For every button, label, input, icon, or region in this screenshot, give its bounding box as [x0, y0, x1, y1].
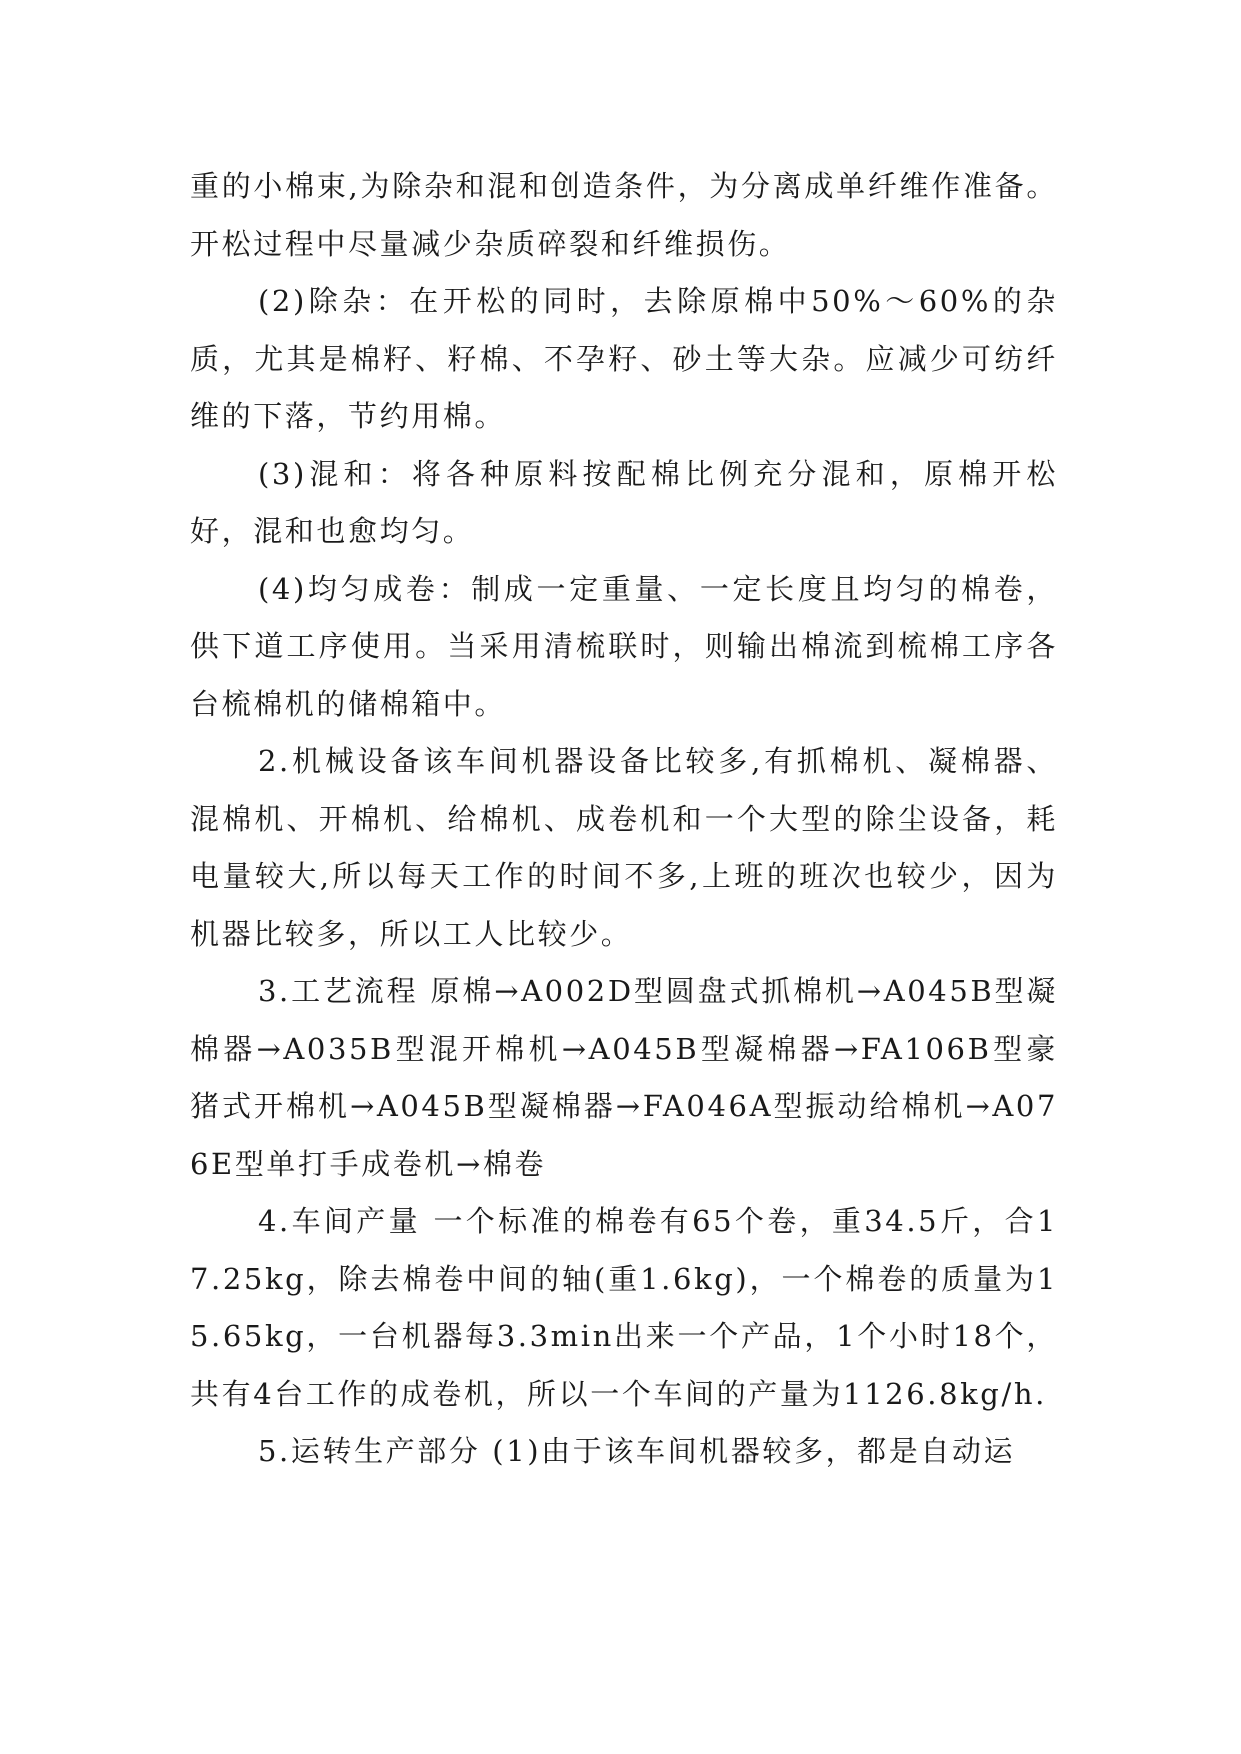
paragraph-continuation: 重的小棉束,为除杂和混和创造条件，为分离成单纤维作准备。开松过程中尽量减少杂质碎裂和纤维损伤。	[190, 169, 1058, 261]
paragraph-blending: (3)混和：将各种原料按配棉比例充分混和，原棉开松好，混和也愈均匀。	[190, 456, 1058, 548]
paragraph-process-flow: 3.工艺流程 原棉→A002D型圆盘式抓棉机→A045B型凝棉器→A035B型混开棉机→A045B型凝棉器→FA106B型豪猪式开棉机→A045B型凝棉器→FA046A型振动给棉机→A076E型单打手成卷机→棉卷	[190, 974, 1058, 1181]
document-body	[190, 158, 1058, 1481]
paragraph-lap-forming: (4)均匀成卷：制成一定重量、一定长度且均匀的棉卷，供下道工序使用。当采用清梳联时，则输出棉流到梳棉工序各台梳棉机的储棉箱中。	[190, 571, 1058, 721]
paragraph-output: 4.车间产量 一个标准的棉卷有65个卷，重34.5斤，合17.25kg，除去棉卷中间的轴(重1.6kg)，一个棉卷的质量为15.65kg，一台机器每3.3min出来一个产品，1个小时18个，共有4台工作的成卷机，所以一个车间的产量为1126.8kg/h.	[190, 1204, 1058, 1411]
paragraph-impurity-removal: (2)除杂：在开松的同时，去除原棉中50%～60%的杂质，尤其是棉籽、籽棉、不孕籽、砂土等大杂。应减少可纺纤维的下落，节约用棉。	[190, 284, 1058, 433]
paragraph-machinery: 2.机械设备该车间机器设备比较多,有抓棉机、凝棉器、混棉机、开棉机、给棉机、成卷机和一个大型的除尘设备，耗电量较大,所以每天工作的时间不多,上班的班次也较少，因为机器比较多，所以工人比较少。	[190, 744, 1058, 951]
paragraph-operation: 5.运转生产部分 (1)由于该车间机器较多，都是自动运	[258, 1434, 1016, 1468]
